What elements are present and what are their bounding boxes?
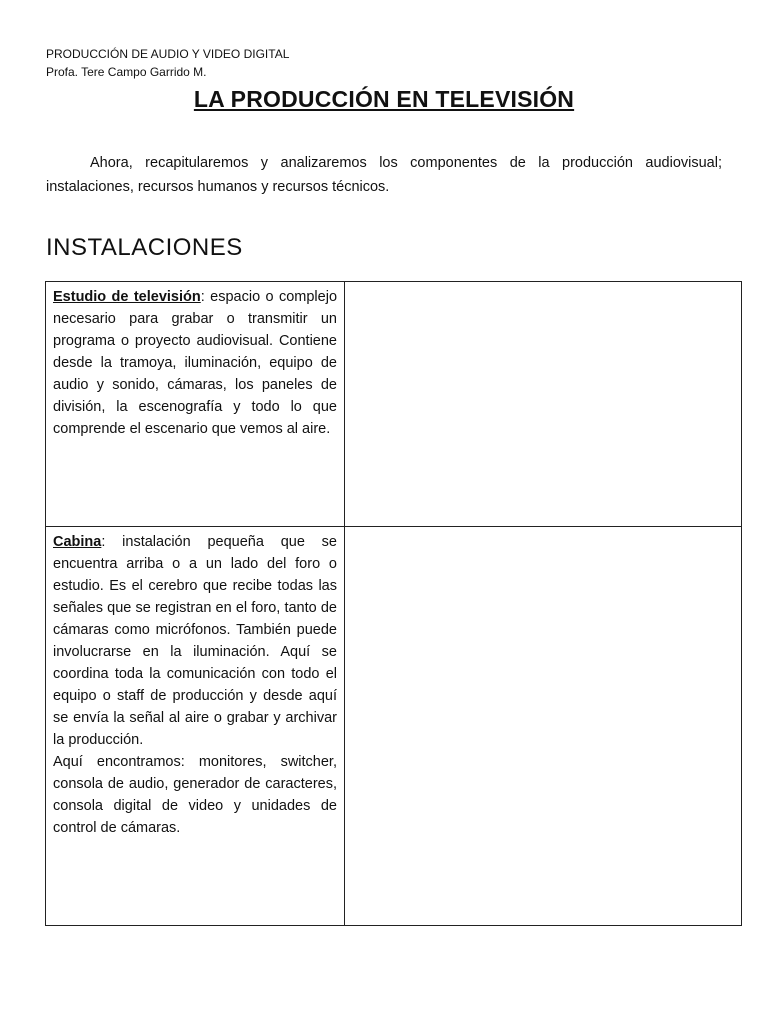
table-row: [46, 282, 742, 527]
intro-paragraph: Ahora, recapitularemos y analizaremos los componentes de la producción audiovisual; instalaciones, recursos humanos y recursos técnicos.: [46, 155, 722, 195]
answer-cell: [345, 527, 742, 926]
table-row: [46, 527, 742, 926]
installations-table: [45, 281, 742, 926]
page-title: LA PRODUCCIÓN EN TELEVISIÓN: [193, 86, 575, 112]
course-name: PRODUCCIÓN DE AUDIO Y VIDEO DIGITAL: [46, 47, 290, 61]
term-label: Cabina: [53, 534, 102, 550]
definition-body: : instalación pequeña que se encuentra arriba o a un lado del foro o estudio. Es el cerebro que recibe todas las señales que se registran en el foro, tanto de cámaras como micrófonos. También puede involucrarse en la iluminación. Aquí se coordina toda la comunicación con todo el equipo o staff de producción y desde aquí se envía la señal al aire o grabar y archivar la producción.: [53, 534, 337, 748]
definition-text: [53, 531, 337, 751]
definition-text: [53, 286, 337, 440]
definition-cell: [46, 527, 345, 926]
teacher-name: Profa. Tere Campo Garrido M.: [46, 65, 207, 79]
answer-cell: [345, 282, 742, 527]
section-heading: INSTALACIONES: [46, 234, 243, 261]
definition-cell: [46, 282, 345, 527]
definition-extra: Aquí encontramos: monitores, switcher, consola de audio, generador de caracteres, consola digital de video y unidades de control de cámaras.: [53, 754, 337, 836]
term-label: Estudio de televisión: [53, 289, 201, 305]
definition-body: : espacio o complejo necesario para grabar o transmitir un programa o proyecto audiovisual. Contiene desde la tramoya, iluminación, equipo de audio y sonido, cámaras, los paneles de división, la escenografía y todo lo que comprende el escenario que vemos al aire.: [53, 289, 338, 437]
